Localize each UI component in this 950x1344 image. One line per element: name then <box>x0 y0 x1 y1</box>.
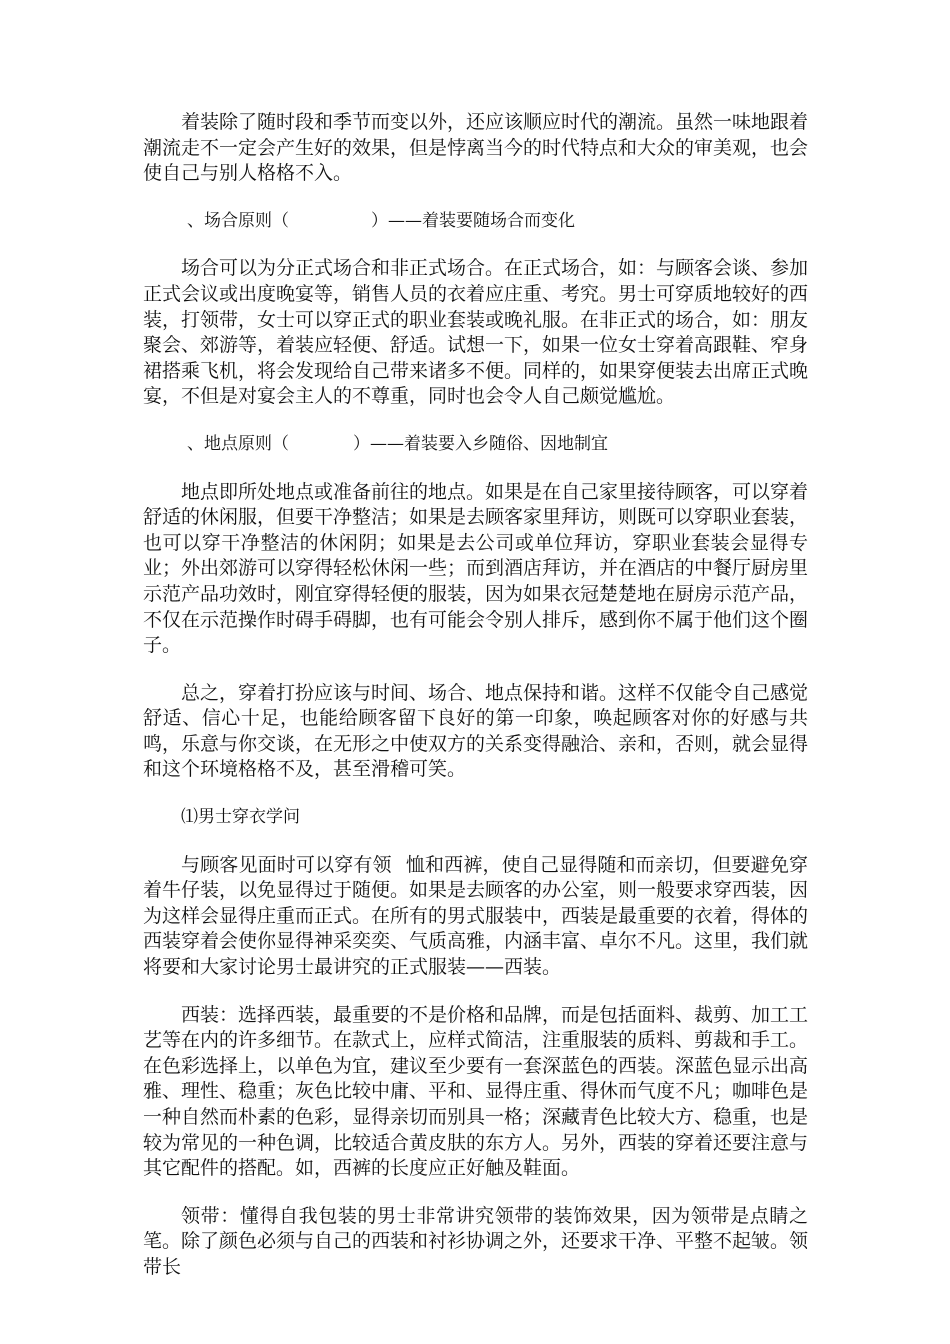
paragraph-location: 地点即所处地点或准备前往的地点。如果是在自己家里接待顾客，可以穿着舒适的休闲服，但要干净整洁；如果是去顾客家里拜访，则既可以穿职业套装，也可以穿干净整洁的休闲阴；如果是去公司或单位拜访，穿职业套装会显得专业；外出郊游可以穿得轻松休闲一些；而到酒店拜访，并在酒店的中餐厅厨房里示范产品功效时，刚宜穿得轻便的服装，因为如果衣冠楚楚地在厨房示范产品，不仅在示范操作时碍手碍脚，也有可能会令别人排斥，感到你不属于他们这个圈子。 <box>143 480 809 657</box>
heading-occasion-suffix: ）——着装要随场合而变化 <box>371 210 575 231</box>
paragraph-occasion: 场合可以为分正式场合和非正式场合。在正式场合，如：与顾客会谈、参加正式会议或出度晚宴等，销售人员的衣着应庄重、考究。男士可穿质地较好的西装，打领带，女士可以穿正式的职业套装或晚礼服。在非正式的场合，如：朋友聚会、郊游等，着装应轻便、舒适。试想一下，如果一位女士穿着高跟鞋、窄身裙搭乘飞机，将会发现给自己带来诸多不便。同样的，如果穿便装去出席正式晚宴，不但是对宴会主人的不尊重，同时也会令人自己颇觉尴尬。 <box>143 257 809 408</box>
document-body <box>143 110 808 1281</box>
paragraph-suit: 西装：选择西装，最重要的不是价格和品牌，而是包括面料、裁剪、加工工艺等在内的许多细节。在款式上，应样式简洁，注重服装的质料、剪裁和手工。在色彩选择上，以单色为宜，建议至少要有一套深蓝色的西装。深蓝色显示出高雅、理性、稳重；灰色比较中庸、平和、显得庄重、得休而气度不凡；咖啡色是一种自然而朴素的色彩，显得亲切而别具一格；深藏青色比较大方、稳重，也是较为常见的一种色调，比较适合黄皮肤的东方人。另外，西装的穿着还要注意与其它配件的搭配。如，西裤的长度应正好触及鞋面。 <box>143 1003 809 1180</box>
subheading-men-dress: ⑴男士穿衣学问 <box>181 807 300 828</box>
paragraph-fashion-trend: 着装除了随时段和季节而变以外，还应该顺应时代的潮流。虽然一味地跟着潮流走不一定会产生好的效果，但是悖离当今的时代特点和大众的审美观，也会使自己与别人格格不入。 <box>143 111 809 185</box>
heading-location-suffix: ）——着装要入乡随俗、因地制宜 <box>353 433 608 454</box>
heading-occasion-principle <box>143 209 808 235</box>
paragraph-meeting-start: 与顾客见面时可以穿有领 <box>181 853 392 876</box>
heading-location-prefix: 、地点原则（ <box>187 433 289 454</box>
paragraph-tie: 领带：懂得自我包装的男士非常讲究领带的装饰效果，因为领带是点睛之笔。除了颜色必须与自己的西装和衬衫协调之外，还要求干净、平整不起皱。领带长 <box>143 1204 809 1278</box>
paragraph-meeting-clients <box>143 853 808 981</box>
paragraph-meeting-rest: 恤和西裤，使自己显得随和而亲切，但要避免穿着牛仔装，以免显得过于随便。如果是去顾客的办公室，则一般要求穿西装，因为这样会显得庄重而正式。在所有的男式服装中，西装是最重要的衣着，得体的西装穿着会使你显得神采奕奕、气质高雅，内涵丰富、卓尔不凡。这里，我们就将要和大家讨论男士最讲究的正式服装——西装。 <box>143 853 809 979</box>
paragraph-summary: 总之，穿着打扮应该与时间、场合、地点保持和谐。这样不仅能令自己感觉舒适、信心十足，也能给顾客留下良好的第一印象，唤起顾客对你的好感与共鸣，乐意与你交谈，在无形之中使双方的关系变得融洽、亲和，否则，就会显得和这个环境格格不及，甚至滑稽可笑。 <box>143 681 809 781</box>
heading-occasion-prefix: 、场合原则（ <box>187 210 289 231</box>
heading-location-principle <box>143 432 808 458</box>
